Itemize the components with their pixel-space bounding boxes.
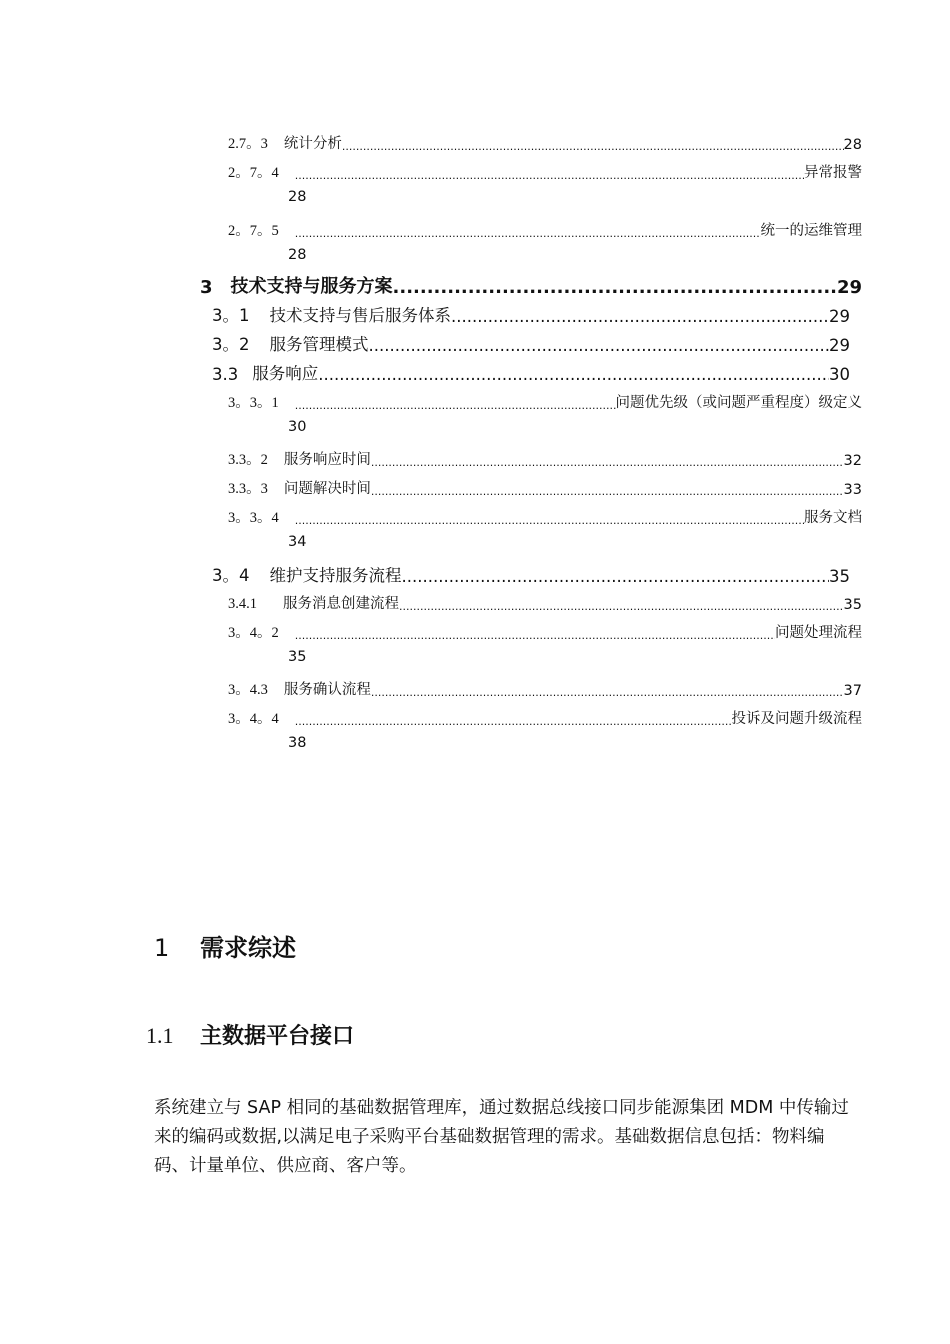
subsection-number: 1.1 <box>146 1023 174 1048</box>
toc-title: 技术支持与售后服务体系 <box>269 306 451 325</box>
toc-number: 3。4。2 <box>228 625 279 641</box>
toc-page: 33 <box>843 482 862 498</box>
toc-page: 28 <box>288 247 307 263</box>
toc-title: 技术支持与服务方案 <box>230 276 393 297</box>
section-number: 1 <box>154 934 170 962</box>
toc-entry[interactable] <box>228 620 862 642</box>
toc-title: 服务管理模式 <box>269 335 369 354</box>
toc-title: 维护支持服务流程 <box>269 566 402 585</box>
toc-entry[interactable] <box>228 677 862 699</box>
toc-entry[interactable] <box>212 302 850 326</box>
toc-number: 3.4.1 <box>228 596 257 612</box>
toc-leader-dots <box>371 456 844 469</box>
toc-page: 29 <box>829 336 850 355</box>
toc-entry[interactable] <box>228 476 862 498</box>
toc-leader-dots <box>402 567 830 586</box>
toc-number: 3.3。2 <box>228 452 268 468</box>
toc-number: 3。3。4 <box>228 510 279 526</box>
toc-title: 服务确认流程 <box>283 682 371 698</box>
toc-leader-dots <box>295 514 804 527</box>
section-heading <box>154 928 296 963</box>
toc-title: 投诉及问题升级流程 <box>731 711 862 727</box>
toc-title: 服务消息创建流程 <box>283 596 399 612</box>
section-title: 需求综述 <box>200 934 296 962</box>
toc-entry[interactable] <box>228 505 862 527</box>
toc-leader-dots <box>451 307 829 326</box>
toc-title: 问题解决时间 <box>283 481 371 497</box>
toc-leader-dots <box>295 629 775 642</box>
toc-title: 服务响应 <box>252 364 319 383</box>
toc-page: 32 <box>843 453 862 469</box>
toc-leader-dots <box>393 277 837 298</box>
toc-entry[interactable] <box>212 562 850 586</box>
subsection-title: 主数据平台接口 <box>200 1024 355 1049</box>
toc-page: 38 <box>288 735 307 751</box>
toc-leader-dots <box>295 399 616 412</box>
toc-title: 问题处理流程 <box>775 625 862 641</box>
toc-leader-dots <box>371 485 844 498</box>
toc-leader-dots <box>399 600 844 613</box>
toc-leader-dots <box>342 140 844 153</box>
toc-number: 3。4 <box>212 566 250 585</box>
toc-page: 28 <box>288 189 307 205</box>
toc-title: 问题优先级（或问题严重程度）级定义 <box>615 395 862 411</box>
toc-title: 服务响应时间 <box>283 452 371 468</box>
toc-number: 3。1 <box>212 306 250 325</box>
toc-number: 3.3。3 <box>228 481 268 497</box>
toc-leader-dots <box>371 686 844 699</box>
toc-entry[interactable] <box>228 390 862 412</box>
toc-page: 37 <box>843 683 862 699</box>
toc-entry[interactable] <box>228 160 862 182</box>
toc-entry[interactable] <box>228 591 862 613</box>
toc-number: 3 <box>200 277 213 298</box>
toc-page: 34 <box>288 534 307 550</box>
toc-entry[interactable] <box>212 360 850 384</box>
toc-leader-dots <box>369 336 830 355</box>
toc-page: 30 <box>829 365 850 384</box>
toc-number: 2。7。4 <box>228 165 279 181</box>
toc-page: 28 <box>843 137 862 153</box>
toc-entry[interactable] <box>228 218 862 240</box>
toc-page: 35 <box>288 649 307 665</box>
toc-number: 3.3 <box>212 365 239 384</box>
toc-leader-dots <box>318 365 829 384</box>
toc-page: 30 <box>288 419 307 435</box>
toc-number: 3。4。4 <box>228 711 279 727</box>
toc-number: 3。4.3 <box>228 682 268 698</box>
toc-entry[interactable] <box>212 331 850 355</box>
toc-page: 35 <box>843 597 862 613</box>
toc-page: 29 <box>829 307 850 326</box>
toc-entry[interactable] <box>228 447 862 469</box>
toc-entry[interactable] <box>228 706 862 728</box>
toc-title: 统一的运维管理 <box>760 223 862 239</box>
body-paragraph: 系统建立与 SAP 相同的基础数据管理库，通过数据总线接口同步能源集团 MDM 中传输过来的编码或数据,以满足电子采购平台基础数据管理的需求。基础数据信息包括：物料编码、计量单位、供应商、客户等。 <box>154 1098 849 1176</box>
toc-title: 异常报警 <box>804 165 862 181</box>
toc-entry[interactable] <box>200 272 862 298</box>
toc-number: 2。7。5 <box>228 223 279 239</box>
toc-page: 35 <box>829 567 850 586</box>
toc-leader-dots <box>295 227 761 240</box>
toc-leader-dots <box>295 169 804 182</box>
toc-number: 2.7。3 <box>228 136 268 152</box>
toc-page: 29 <box>836 277 862 298</box>
toc-leader-dots <box>295 715 732 728</box>
toc-title: 服务文档 <box>804 510 862 526</box>
toc-entry[interactable] <box>228 131 862 153</box>
subsection-heading <box>146 1019 354 1050</box>
toc-number: 3。2 <box>212 335 250 354</box>
toc-number: 3。3。1 <box>228 395 279 411</box>
toc-title: 统计分析 <box>283 136 342 152</box>
